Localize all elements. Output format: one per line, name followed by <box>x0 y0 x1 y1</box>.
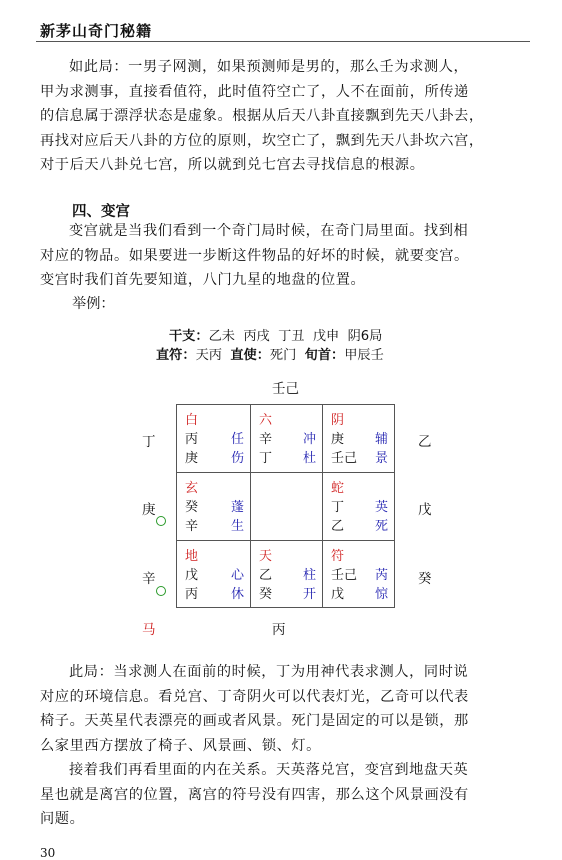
deity: 阴 <box>331 413 345 428</box>
deity: 玄 <box>185 481 199 496</box>
zhifu-line <box>156 344 384 363</box>
door: 伤 <box>230 451 244 466</box>
star: 芮 <box>374 568 388 583</box>
horse-marker: 马 <box>142 622 156 638</box>
palace-west <box>185 479 244 536</box>
star: 蓬 <box>230 500 244 515</box>
palace-southwest <box>185 547 244 604</box>
text-line: 椅子。天英星代表漂亮的画或者风景。死门是固定的可以是锁，那 <box>40 713 469 729</box>
xunshou-label: 旬首： <box>304 348 345 363</box>
outer-left-top-stem: 丁 <box>142 434 156 450</box>
ganzhi-line <box>169 325 382 344</box>
outer-left-mid-stem: 庚 <box>142 502 156 518</box>
text-line: 问题。 <box>40 811 85 827</box>
text-line: 接着我们再看里面的内在关系。天英落兑宫，变宫到地盘天英 <box>69 762 469 778</box>
book-title: 新茅山奇门秘籍 <box>40 22 153 40</box>
example-label: 举例： <box>72 296 115 312</box>
grid-line <box>322 405 323 607</box>
empty-circle-icon <box>156 586 166 596</box>
text-line: 对应的环境信息。看兑宫、丁奇阴火可以代表灯光，乙奇可以代表 <box>40 688 469 705</box>
heaven-stem: 庚 <box>331 432 345 447</box>
outer-left-bot-stem: 辛 <box>142 571 156 587</box>
grid-line <box>177 540 394 541</box>
ganzhi-value: 乙未 丙戌 丁丑 戊申 阴6局 <box>208 329 383 344</box>
outer-right-bot-stem: 癸 <box>418 571 432 587</box>
nine-palace-grid <box>176 404 395 608</box>
ganzhi-label: 干支： <box>169 329 209 344</box>
outer-right-mid-stem: 戊 <box>418 502 432 518</box>
palace-northeast <box>331 411 388 468</box>
grid-line <box>177 472 394 473</box>
earth-stem: 丙 <box>185 587 199 602</box>
star: 任 <box>230 432 244 447</box>
heaven-stem: 戊 <box>185 568 199 583</box>
door: 开 <box>302 587 316 602</box>
palace-northwest <box>185 411 244 468</box>
door: 死 <box>374 519 388 534</box>
deity: 符 <box>331 549 345 564</box>
star: 柱 <box>302 568 316 583</box>
palace-southeast <box>331 547 388 604</box>
star: 冲 <box>302 432 316 447</box>
palace-south <box>259 547 316 604</box>
palace-north <box>259 411 316 468</box>
earth-stem: 癸 <box>259 587 273 602</box>
text-line: 变宫就是当我们看到一个奇门局时候，在奇门局里面。找到相 <box>69 223 469 239</box>
text-line: 此局：当求测人在面前的时候，丁为用神代表求测人，同时说 <box>69 664 469 680</box>
outer-right-top-stem: 乙 <box>418 434 432 450</box>
zhishi-label: 直使： <box>230 348 270 363</box>
door: 休 <box>230 587 244 602</box>
text-line: 再找对应后天八卦的方位的原则，坎空亡了，飘到先天八卦坎六宫， <box>40 132 484 149</box>
deity: 白 <box>185 413 199 428</box>
paragraph-analysis <box>40 660 528 832</box>
earth-stem: 乙 <box>331 519 345 534</box>
door: 生 <box>230 519 244 534</box>
header-rule <box>36 41 530 42</box>
star: 英 <box>374 500 388 515</box>
text-line: 的信息属于漂浮状态是虚象。根据从后天八卦直接飘到先天八卦去， <box>40 108 484 124</box>
heaven-stem: 丙 <box>185 432 199 447</box>
text-line: 对应的物品。如果要进一步断这件物品的好坏的时候，就要变宫。 <box>40 247 469 264</box>
deity: 蛇 <box>331 481 345 496</box>
deity: 六 <box>259 413 273 428</box>
text-line: 甲为求测事，直接看值符，此时值符空亡了，人不在面前，所传递 <box>40 83 469 100</box>
heaven-stem: 乙 <box>259 568 273 583</box>
door: 杜 <box>302 451 316 466</box>
paragraph-intro <box>40 55 528 178</box>
earth-stem: 辛 <box>185 519 199 534</box>
paragraph-change-palace <box>40 219 528 293</box>
empty-circle-icon <box>156 516 166 526</box>
heaven-stem: 辛 <box>259 432 273 447</box>
xunshou-value: 甲辰壬 <box>344 348 384 363</box>
heaven-stem: 癸 <box>185 500 199 515</box>
star: 辅 <box>374 432 388 447</box>
star: 心 <box>230 568 244 583</box>
earth-stem: 壬己 <box>331 451 358 466</box>
palace-east <box>331 479 388 536</box>
heaven-stem: 壬己 <box>331 568 358 583</box>
deity: 地 <box>185 549 199 564</box>
door: 景 <box>374 451 388 466</box>
text-line: 如此局：一男子网测，如果预测师是男的，那么壬为求测人， <box>69 59 469 75</box>
text-line: 么家里西方摆放了椅子、风景画、锁、灯。 <box>40 737 321 754</box>
earth-stem: 戊 <box>331 587 345 602</box>
outer-bottom-stem: 丙 <box>272 622 286 638</box>
grid-line <box>250 405 251 607</box>
zhifu-label: 直符： <box>156 348 196 363</box>
outer-top-stem: 壬己 <box>272 381 299 397</box>
text-line: 对于后天八卦兑七宫，所以就到兑七宫去寻找信息的根源。 <box>40 157 425 173</box>
deity: 天 <box>259 549 273 564</box>
text-line: 变宫时我们首先要知道，八门九星的地盘的位置。 <box>40 272 366 288</box>
earth-stem: 庚 <box>185 451 199 466</box>
page-number: 30 <box>40 846 56 860</box>
section-heading: 四、变宫 <box>72 203 130 220</box>
zhifu-value: 天丙 <box>195 348 231 363</box>
heaven-stem: 丁 <box>331 500 345 515</box>
zhishi-value: 死门 <box>269 348 305 363</box>
door: 惊 <box>374 587 388 602</box>
text-line: 星也就是离宫的位置，离宫的符号没有四害，那么这个风景画没有 <box>40 786 469 803</box>
earth-stem: 丁 <box>259 451 273 466</box>
